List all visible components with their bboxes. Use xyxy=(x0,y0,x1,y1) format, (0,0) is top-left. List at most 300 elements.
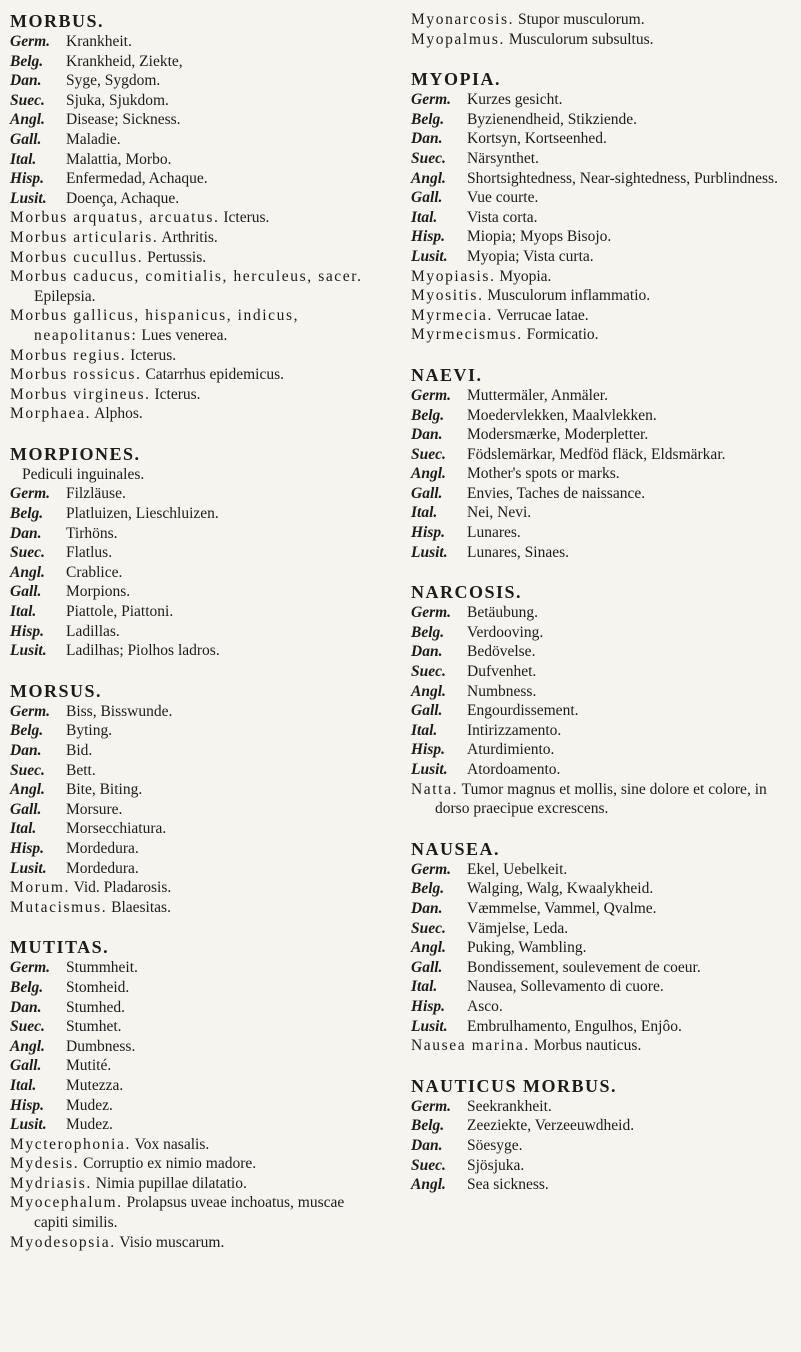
translation-row xyxy=(411,623,793,643)
translation-text: Vue courte. xyxy=(467,189,539,207)
language-abbreviation: Angl. xyxy=(411,939,446,957)
related-term xyxy=(10,1154,382,1174)
translation-text: Mutezza. xyxy=(66,1076,124,1094)
term-definition: Nimia pupillae dilatatio. xyxy=(95,1174,247,1192)
translation-text: Enfermedad, Achaque. xyxy=(66,170,208,188)
term-definition: Musculorum inflammatio. xyxy=(487,287,651,305)
related-term xyxy=(10,878,382,898)
language-abbreviation: Belg. xyxy=(411,623,445,641)
translation-text: Crablice. xyxy=(66,563,123,581)
translation-text: Numbness. xyxy=(467,682,537,700)
translation-row xyxy=(10,71,382,91)
translation-row xyxy=(10,543,382,563)
term-name: Morbus articularis. xyxy=(10,228,159,246)
term-definition: Tumor magnus et mollis, sine dolore et colore, in dorso praecipue excrescens. xyxy=(435,780,767,818)
translation-text: Intirizzamento. xyxy=(467,721,562,739)
translation-text: Syge, Sygdom. xyxy=(66,72,161,90)
translation-row xyxy=(411,169,793,189)
language-abbreviation: Germ. xyxy=(411,860,452,878)
language-abbreviation: Angl. xyxy=(10,111,45,129)
translation-row xyxy=(10,741,382,761)
translation-row xyxy=(411,938,793,958)
related-term xyxy=(10,1174,382,1194)
translation-row xyxy=(10,800,382,820)
translation-text: Malattia, Morbo. xyxy=(66,150,172,168)
translation-text: Mutité. xyxy=(66,1057,112,1075)
translation-text: Sjösjuka. xyxy=(467,1156,525,1174)
language-abbreviation: Germ. xyxy=(10,33,51,50)
translation-row xyxy=(411,1097,793,1117)
translation-row xyxy=(10,504,382,524)
language-abbreviation: Hisp. xyxy=(411,741,446,759)
term-definition: Corruptio ex nimio madore. xyxy=(83,1155,257,1173)
language-abbreviation: Belg. xyxy=(411,406,445,424)
translation-text: Flatlus. xyxy=(66,544,113,562)
translation-text: Myopia; Vista curta. xyxy=(467,247,594,265)
language-abbreviation: Belg. xyxy=(10,978,44,996)
term-name: Myositis. xyxy=(411,287,484,305)
language-abbreviation: Suec. xyxy=(10,1018,45,1036)
dictionary-entry xyxy=(411,581,793,819)
language-abbreviation: Ital. xyxy=(411,721,438,739)
translation-row xyxy=(411,523,793,543)
language-abbreviation: Lusit. xyxy=(10,189,47,207)
translation-row xyxy=(411,503,793,523)
language-abbreviation: Hisp. xyxy=(10,839,45,857)
language-abbreviation: Lusit. xyxy=(10,642,47,660)
term-name: Morbus virgineus. xyxy=(10,385,151,403)
related-term xyxy=(411,30,793,50)
translation-text: Stumhet. xyxy=(66,1018,122,1036)
translation-row xyxy=(411,543,793,563)
translation-row xyxy=(10,641,382,661)
term-name: Mutacismus. xyxy=(10,898,108,916)
translation-text: Aturdimiento. xyxy=(467,741,555,759)
term-name: Myopalmus. xyxy=(411,30,505,48)
term-name: Morbus rossicus. xyxy=(10,366,142,384)
related-term xyxy=(10,248,382,268)
term-name: Mydesis. xyxy=(10,1155,80,1173)
translation-row xyxy=(411,701,793,721)
term-definition: Vid. Pladarosis. xyxy=(73,879,172,897)
language-abbreviation: Ital. xyxy=(411,978,438,996)
translation-text: Mother's spots or marks. xyxy=(467,465,620,483)
translation-text: Zeeziekte, Verzeeuwdheid. xyxy=(467,1117,635,1135)
translation-row xyxy=(10,602,382,622)
translation-row xyxy=(411,149,793,169)
language-abbreviation: Belg. xyxy=(411,880,445,898)
translation-row xyxy=(411,860,793,880)
translation-text: Sea sickness. xyxy=(467,1176,549,1194)
term-definition: Icterus. xyxy=(154,385,201,403)
language-abbreviation: Gall. xyxy=(10,800,42,818)
translation-row xyxy=(10,1096,382,1116)
translation-row xyxy=(411,1156,793,1176)
related-term xyxy=(10,1135,382,1155)
entry-headword: NARCOSIS. xyxy=(411,582,523,603)
language-abbreviation: Angl. xyxy=(10,563,45,581)
translation-row xyxy=(411,208,793,228)
related-term xyxy=(411,325,793,345)
translation-text: Födslemärkar, Medföd fläck, Eldsmärkar. xyxy=(467,445,726,463)
language-abbreviation: Germ. xyxy=(10,959,51,977)
translation-row xyxy=(411,879,793,899)
language-abbreviation: Hisp. xyxy=(10,170,45,188)
dictionary-entry xyxy=(411,364,793,562)
language-abbreviation: Suec. xyxy=(10,761,45,779)
term-definition: Musculorum subsultus. xyxy=(508,30,654,48)
language-abbreviation: Gall. xyxy=(10,583,42,601)
translation-row xyxy=(411,997,793,1017)
translation-row xyxy=(10,189,382,209)
language-abbreviation: Hisp. xyxy=(411,997,446,1015)
translation-text: Verdooving. xyxy=(467,623,544,641)
language-abbreviation: Ital. xyxy=(10,1076,37,1094)
translation-text: Væmmelse, Vammel, Qvalme. xyxy=(467,899,657,917)
translation-text: Walging, Walg, Kwaalykheid. xyxy=(467,880,654,898)
translation-row xyxy=(411,1136,793,1156)
term-definition: Prolapsus uveae inchoatus, muscae capiti similis. xyxy=(34,1194,345,1232)
language-abbreviation: Hisp. xyxy=(10,1096,45,1114)
translation-row xyxy=(10,524,382,544)
translation-text: Bid. xyxy=(66,742,93,759)
term-definition: Pertussis. xyxy=(147,248,207,266)
translation-row xyxy=(10,1037,382,1057)
dictionary-entry xyxy=(411,10,793,49)
translation-text: Dufvenhet. xyxy=(467,663,537,681)
language-abbreviation: Dan. xyxy=(411,130,443,148)
term-name: Mydriasis. xyxy=(10,1174,92,1192)
term-name: Morbus regius. xyxy=(10,346,127,364)
dictionary-entry xyxy=(411,68,793,345)
related-term xyxy=(411,267,793,287)
translation-text: Lunares, Sinaes. xyxy=(467,543,570,561)
translation-text: Stomheid. xyxy=(66,978,130,996)
term-name: Myonarcosis. xyxy=(411,11,515,28)
translation-text: Morpions. xyxy=(66,583,131,601)
translation-text: Atordoamento. xyxy=(467,761,561,778)
translation-row xyxy=(411,721,793,741)
entry-headword: MUTITAS. xyxy=(10,937,110,958)
translation-text: Byting. xyxy=(66,722,113,740)
translation-text: Bett. xyxy=(66,761,96,779)
translation-row xyxy=(411,464,793,484)
right-column xyxy=(411,10,793,1214)
translation-row xyxy=(411,227,793,247)
language-abbreviation: Lusit. xyxy=(411,543,448,561)
entry-headword: MORBUS. xyxy=(10,11,105,31)
entry-headword: NAEVI. xyxy=(411,364,483,385)
language-abbreviation: Ital. xyxy=(10,820,37,838)
dictionary-entry xyxy=(10,443,382,661)
term-definition: Icterus. xyxy=(223,209,270,227)
translation-text: Muttermäler, Anmäler. xyxy=(467,386,608,404)
language-abbreviation: Ital. xyxy=(411,208,438,226)
translation-text: Stummheit. xyxy=(66,959,138,977)
term-name: Myrmecismus. xyxy=(411,326,523,344)
translation-row xyxy=(411,425,793,445)
translation-row xyxy=(10,1076,382,1096)
language-abbreviation: Dan. xyxy=(411,643,443,661)
language-abbreviation: Ital. xyxy=(10,603,37,621)
term-name: Myocephalum. xyxy=(10,1194,123,1212)
language-abbreviation: Hisp. xyxy=(10,622,45,640)
translation-text: Ladilhas; Piolhos ladros. xyxy=(66,642,220,660)
entry-headword: MYOPIA. xyxy=(411,69,501,90)
related-term xyxy=(10,228,382,248)
translation-text: Maladie. xyxy=(66,130,121,148)
translation-row xyxy=(411,1175,793,1195)
translation-row xyxy=(411,406,793,426)
translation-row xyxy=(10,859,382,879)
translation-text: Nei, Nevi. xyxy=(467,504,532,522)
term-definition: Lues venerea. xyxy=(141,326,228,344)
language-abbreviation: Suec. xyxy=(411,149,446,167)
entry-subheading: Pediculi inguinales. xyxy=(22,465,145,483)
language-abbreviation: Belg. xyxy=(411,110,445,128)
translation-row xyxy=(10,702,382,722)
language-abbreviation: Gall. xyxy=(411,484,443,502)
translation-row xyxy=(10,1017,382,1037)
term-definition: Icterus. xyxy=(130,346,177,364)
language-abbreviation: Dan. xyxy=(10,742,42,759)
related-term xyxy=(10,267,382,306)
related-term xyxy=(411,1036,793,1056)
language-abbreviation: Angl. xyxy=(10,1037,45,1055)
translation-row xyxy=(10,91,382,111)
translation-row xyxy=(411,110,793,130)
translation-text: Ladillas. xyxy=(66,622,120,640)
language-abbreviation: Dan. xyxy=(411,426,443,444)
translation-row xyxy=(10,839,382,859)
translation-row xyxy=(411,445,793,465)
translation-row xyxy=(10,150,382,170)
translation-row xyxy=(411,1017,793,1037)
language-abbreviation: Angl. xyxy=(10,781,45,799)
translation-text: Bedövelse. xyxy=(467,643,536,661)
translation-row xyxy=(10,622,382,642)
translation-text: Piattole, Piattoni. xyxy=(66,603,174,621)
language-abbreviation: Lusit. xyxy=(10,1116,47,1134)
translation-row xyxy=(10,1115,382,1135)
translation-row xyxy=(10,563,382,583)
language-abbreviation: Belg. xyxy=(10,505,44,523)
related-term xyxy=(10,365,382,385)
translation-text: Kortsyn, Kortseenhed. xyxy=(467,130,607,148)
related-term xyxy=(10,306,382,345)
related-term xyxy=(10,208,382,228)
translation-text: Mordedura. xyxy=(66,839,139,857)
translation-text: Närsynthet. xyxy=(467,149,539,167)
language-abbreviation: Lusit. xyxy=(411,761,448,778)
term-definition: Epilepsia. xyxy=(34,287,96,305)
term-name: Morbus gallicus, hispanicus, indicus, neapolitanus: xyxy=(10,307,300,344)
language-abbreviation: Gall. xyxy=(10,130,42,148)
term-name: Myrmecia. xyxy=(411,306,493,324)
language-abbreviation: Ital. xyxy=(10,150,37,168)
term-name: Mycterophonia. xyxy=(10,1135,131,1153)
translation-text: Bondissement, soulevement de coeur. xyxy=(467,958,701,976)
translation-text: Krankheit. xyxy=(66,33,132,50)
translation-text: Kurzes gesicht. xyxy=(467,91,563,109)
term-name: Morbus arquatus, arcuatus. xyxy=(10,209,220,227)
translation-text: Söesyge. xyxy=(467,1136,523,1154)
translation-text: Miopia; Myops Bisojo. xyxy=(467,228,612,246)
translation-row xyxy=(411,977,793,997)
related-term xyxy=(411,286,793,306)
term-definition: Morbus nauticus. xyxy=(533,1037,642,1055)
related-term xyxy=(10,898,382,918)
term-name: Morbus cucullus. xyxy=(10,248,144,266)
language-abbreviation: Lusit. xyxy=(411,247,448,265)
language-abbreviation: Lusit. xyxy=(10,859,47,877)
translation-text: Seekrankheit. xyxy=(467,1097,552,1115)
related-term xyxy=(10,1193,382,1232)
translation-text: Modersmærke, Moderpletter. xyxy=(467,426,649,444)
language-abbreviation: Germ. xyxy=(411,1097,452,1115)
translation-text: Filzläuse. xyxy=(66,485,126,503)
related-term xyxy=(10,1233,382,1253)
translation-text: Morsure. xyxy=(66,800,123,818)
translation-row xyxy=(10,761,382,781)
translation-text: Puking, Wambling. xyxy=(467,939,587,957)
translation-text: Dumbness. xyxy=(66,1037,136,1055)
language-abbreviation: Suec. xyxy=(411,663,446,681)
term-name: Myopiasis. xyxy=(411,267,496,285)
term-name: Morphaea. xyxy=(10,405,92,423)
translation-text: Betäubung. xyxy=(467,604,539,622)
term-definition: Catarrhus epidemicus. xyxy=(145,366,285,384)
term-definition: Formicatio. xyxy=(526,326,599,344)
translation-row xyxy=(411,899,793,919)
term-name: Nausea marina. xyxy=(411,1037,530,1055)
translation-text: Bite, Biting. xyxy=(66,781,143,799)
language-abbreviation: Gall. xyxy=(411,189,443,207)
translation-row xyxy=(411,682,793,702)
term-definition: Myopia. xyxy=(499,267,552,285)
language-abbreviation: Suec. xyxy=(10,91,45,109)
dictionary-entry xyxy=(10,936,382,1252)
translation-text: Mudez. xyxy=(66,1116,113,1134)
translation-row xyxy=(411,129,793,149)
language-abbreviation: Gall. xyxy=(10,1057,42,1075)
translation-row xyxy=(10,130,382,150)
translation-text: Disease; Sickness. xyxy=(66,111,181,129)
translation-text: Byzienendheid, Stikziende. xyxy=(467,110,638,128)
translation-row xyxy=(411,1116,793,1136)
translation-row xyxy=(10,169,382,189)
language-abbreviation: Germ. xyxy=(411,604,452,622)
translation-text: Envies, Taches de naissance. xyxy=(467,484,646,502)
translation-text: Stumhed. xyxy=(66,998,125,1016)
language-abbreviation: Suec. xyxy=(411,445,446,463)
language-abbreviation: Angl. xyxy=(411,682,446,700)
translation-text: Vista corta. xyxy=(467,208,538,226)
dictionary-entry xyxy=(411,838,793,1056)
language-abbreviation: Hisp. xyxy=(411,524,446,542)
language-abbreviation: Dan. xyxy=(10,72,42,90)
language-abbreviation: Germ. xyxy=(10,702,51,720)
language-abbreviation: Belg. xyxy=(10,52,44,70)
translation-row xyxy=(411,386,793,406)
translation-row xyxy=(10,721,382,741)
language-abbreviation: Dan. xyxy=(411,899,443,917)
related-term xyxy=(10,385,382,405)
translation-row xyxy=(10,998,382,1018)
translation-row xyxy=(10,978,382,998)
language-abbreviation: Hisp. xyxy=(411,228,446,246)
term-definition: Stupor musculorum. xyxy=(518,11,645,28)
language-abbreviation: Belg. xyxy=(10,722,44,740)
term-name: Myodesopsia. xyxy=(10,1233,116,1251)
language-abbreviation: Gall. xyxy=(411,958,443,976)
related-term xyxy=(10,346,382,366)
language-abbreviation: Germ. xyxy=(411,386,452,404)
related-term xyxy=(10,404,382,424)
language-abbreviation: Belg. xyxy=(411,1117,445,1135)
language-abbreviation: Gall. xyxy=(411,702,443,720)
translation-text: Tirhöns. xyxy=(66,524,118,542)
translation-row xyxy=(10,110,382,130)
term-definition: Blaesitas. xyxy=(111,898,171,916)
left-column xyxy=(10,10,382,1271)
translation-row xyxy=(411,603,793,623)
language-abbreviation: Dan. xyxy=(10,524,42,542)
translation-text: Lunares. xyxy=(467,524,521,542)
language-abbreviation: Angl. xyxy=(411,465,446,483)
dictionary-entry xyxy=(411,1075,793,1195)
dictionary-entry xyxy=(10,680,382,918)
entry-headword: NAUTICUS MORBUS. xyxy=(411,1075,618,1096)
related-term xyxy=(411,306,793,326)
translation-row xyxy=(10,52,382,72)
translation-row xyxy=(411,642,793,662)
term-definition: Vox nasalis. xyxy=(134,1135,210,1153)
translation-text: Morsecchiatura. xyxy=(66,820,167,838)
language-abbreviation: Suec. xyxy=(411,919,446,937)
language-abbreviation: Angl. xyxy=(411,1176,446,1194)
translation-text: Moedervlekken, Maalvlekken. xyxy=(467,406,657,424)
translation-text: Shortsightedness, Near-sightedness, Purblindness. xyxy=(467,169,778,187)
translation-text: Krankheid, Ziekte, xyxy=(66,52,183,70)
translation-text: Ekel, Uebelkeit. xyxy=(467,860,568,878)
related-term xyxy=(411,10,793,30)
language-abbreviation: Germ. xyxy=(10,485,51,503)
translation-text: Mudez. xyxy=(66,1096,113,1114)
term-name: Morum. xyxy=(10,879,70,897)
language-abbreviation: Suec. xyxy=(411,1156,446,1174)
dictionary-entry xyxy=(10,10,382,424)
translation-text: Vämjelse, Leda. xyxy=(467,919,569,937)
term-definition: Verrucae latae. xyxy=(496,306,589,324)
translation-text: Biss, Bisswunde. xyxy=(66,702,173,720)
term-name: Morbus caducus, comitialis, herculeus, sacer. xyxy=(10,268,363,286)
language-abbreviation: Suec. xyxy=(10,544,45,562)
language-abbreviation: Germ. xyxy=(411,91,452,109)
translation-row xyxy=(411,760,793,780)
translation-text: Platluizen, Lieschluizen. xyxy=(66,505,219,523)
language-abbreviation: Lusit. xyxy=(411,1017,448,1035)
translation-row xyxy=(10,958,382,978)
translation-row xyxy=(10,780,382,800)
translation-text: Doença, Achaque. xyxy=(66,189,180,207)
entry-headword: NAUSEA. xyxy=(411,838,501,859)
term-definition: Visio muscarum. xyxy=(119,1233,225,1251)
language-abbreviation: Dan. xyxy=(411,1136,443,1154)
translation-text: Mordedura. xyxy=(66,859,139,877)
term-name: Natta. xyxy=(411,780,459,798)
translation-row xyxy=(411,958,793,978)
